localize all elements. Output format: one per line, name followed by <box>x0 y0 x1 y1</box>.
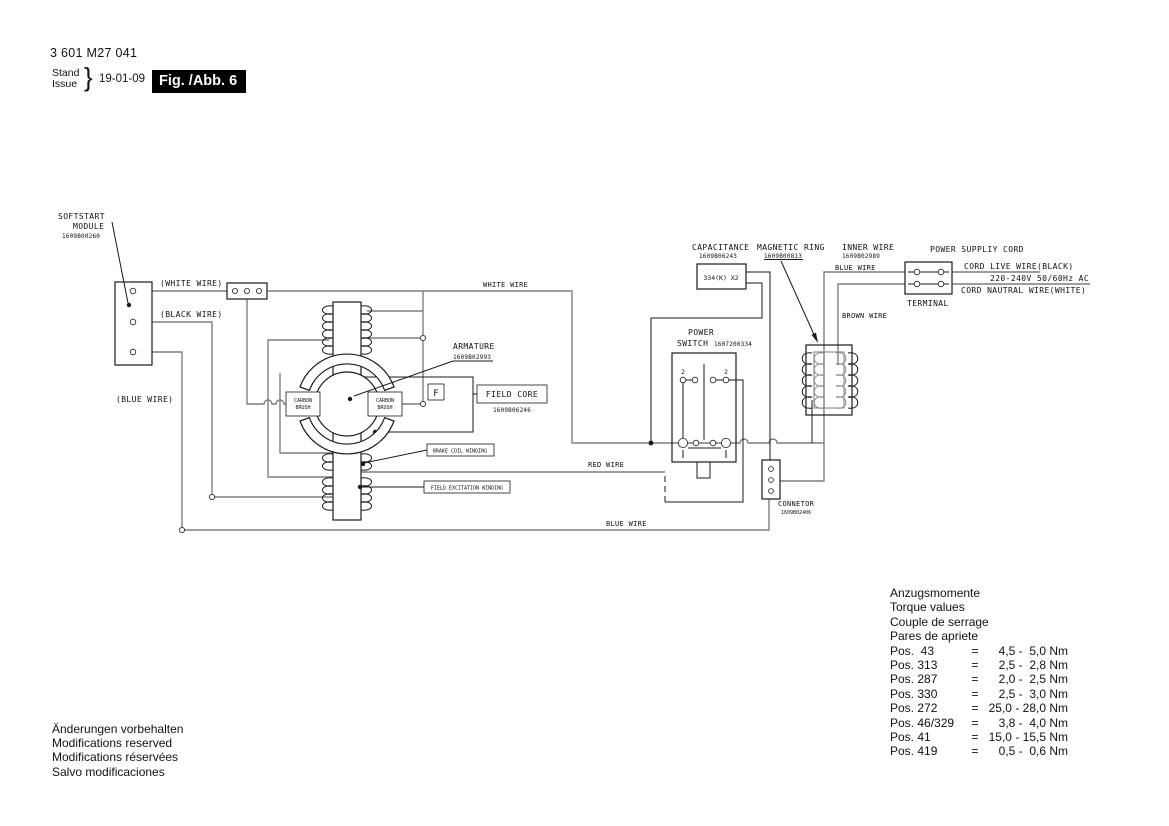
switch-contact <box>710 440 716 446</box>
torque-cell-eq: = <box>971 643 979 658</box>
carbon-brush-left <box>286 392 320 416</box>
connector-to-ring-path <box>780 415 824 481</box>
brake-coil-leader <box>364 450 427 463</box>
field-excitation-coil-right <box>361 478 372 510</box>
cord-voltage-label: 220-240V 50/60Hz AC <box>990 274 1090 283</box>
top-coil-right <box>361 306 372 354</box>
capacitor-to-switch-path <box>651 283 762 443</box>
power-switch-label-2: SWITCH <box>677 339 709 348</box>
torque-cell-pos: Pos. 330 <box>890 686 938 701</box>
modifications-line: Änderungen vorbehalten <box>52 722 184 736</box>
torque-row <box>890 687 1068 701</box>
torque-row <box>890 716 1068 730</box>
inline-connector-pin <box>244 288 249 293</box>
brace-glyph: } <box>84 62 93 92</box>
torque-title-line: Couple de serrage <box>890 614 989 629</box>
torque-table-rows <box>890 644 1068 759</box>
connector-pin <box>769 467 774 472</box>
issue-label: Issue <box>52 78 78 90</box>
inner-wire-part-number: 1609B02989 <box>842 253 881 260</box>
blue-wire-paren-label: (BLUE WIRE) <box>116 395 174 404</box>
armature-taps-right-path <box>367 291 423 404</box>
carbon-brush-right <box>368 392 402 416</box>
torque-cell-eq: = <box>971 658 979 673</box>
carbon-brush-right-label1: CARBON <box>375 398 395 404</box>
capacitor-to-connector-path <box>745 272 770 460</box>
modifications-line: Modifications reserved <box>52 736 173 751</box>
field-excitation-label: FIELD EXCITATION WINDING <box>430 485 504 492</box>
magnetic-ring-arrowhead <box>812 333 819 343</box>
torque-row <box>890 672 1068 686</box>
capacitance-label: CAPACITANCE <box>692 243 750 252</box>
white-wire-label: WHITE WIRE <box>483 281 529 289</box>
inline-connector <box>227 283 267 299</box>
switch-contact <box>680 377 686 383</box>
figure-label-badge: Fig. /Abb. 6 <box>152 70 246 93</box>
softstart-label-2: MODULE <box>73 222 105 231</box>
ring-coil-left-inner <box>814 353 824 409</box>
module-pin-white <box>130 288 136 294</box>
switch-pole-right-label: 2 <box>724 368 728 376</box>
torque-cell-val: 15,0 - 15,5 Nm <box>988 730 1068 745</box>
brown-wire-label: BROWN WIRE <box>842 312 888 320</box>
torque-row <box>890 744 1068 758</box>
softstart-dot <box>127 303 131 307</box>
terminal-label: TERMINAL <box>907 299 949 308</box>
carbon-brush-right-label2: BRUSH <box>377 405 393 411</box>
torque-title-line: Pares de apriete <box>890 629 979 644</box>
white-wire-paren-label: (WHITE WIRE) <box>160 279 223 288</box>
torque-values-table <box>890 586 1068 759</box>
terminal-box <box>905 262 952 294</box>
brush-feed-left-path <box>247 299 287 404</box>
module-pin-blue <box>130 349 136 355</box>
softstart-label-1: SOFTSTART <box>58 212 105 221</box>
torque-cell-pos: Pos. 313 <box>890 658 938 673</box>
torque-cell-val: 25,0 - 28,0 Nm <box>988 701 1068 716</box>
cord-neutral-wire-label: CORD NAUTRAL WIRE(WHITE) <box>961 286 1087 295</box>
ring-coil-right-outer <box>848 353 858 409</box>
ring-coil-left-outer <box>802 353 812 409</box>
switch-contact-main <box>721 438 730 447</box>
switch-internal-wiring <box>683 364 723 448</box>
switch-button-symbol <box>697 462 710 478</box>
document-part-number: 3 601 M27 041 <box>50 46 138 60</box>
node-circle <box>179 527 184 532</box>
torque-row <box>890 701 1068 715</box>
blue-wire-bottom-label: BLUE WIRE <box>606 520 647 528</box>
torque-row <box>890 644 1068 658</box>
armature-arrow-dot <box>348 397 352 401</box>
torque-cell-pos: Pos. 46/329 <box>890 715 955 730</box>
switch-pole-left-label: 2 <box>681 368 685 376</box>
modifications-line: Salvo modificaciones <box>52 764 165 779</box>
inline-connector-pin <box>232 288 237 293</box>
armature-label: ARMATURE <box>453 342 495 351</box>
torque-cell-pos: Pos. 43 <box>890 643 935 658</box>
torque-cell-eq: = <box>971 701 979 716</box>
torque-cell-val: 3,8 - 4,0 Nm <box>998 715 1068 730</box>
modifications-line: Modifications réservées <box>52 750 179 765</box>
node-circle <box>420 401 425 406</box>
torque-cell-val: 4,5 - 5,0 Nm <box>998 643 1068 658</box>
softstart-part-number: 1609B00260 <box>62 233 101 240</box>
magnetic-ring-label: MAGNETIC RING <box>757 243 825 252</box>
black-wire-paren-label: (BLACK WIRE) <box>160 310 223 319</box>
top-coil-left <box>323 306 334 354</box>
torque-title-line: Torque values <box>890 600 965 615</box>
torque-cell-pos: Pos. 287 <box>890 672 938 687</box>
torque-cell-val: 2,5 - 2,8 Nm <box>998 658 1068 673</box>
terminal-pin <box>938 269 944 275</box>
magnetic-ring-inner <box>814 352 844 408</box>
connector-3pin <box>762 460 815 516</box>
torque-cell-pos: Pos. 41 <box>890 730 931 745</box>
inner-wire-label: INNER WIRE <box>842 243 895 252</box>
torque-cell-eq: = <box>971 686 979 701</box>
armature-part-number: 1609B02993 <box>453 354 492 361</box>
power-switch <box>672 328 752 478</box>
torque-cell-eq: = <box>971 672 979 687</box>
torque-cell-val: 2,0 - 2,5 Nm <box>998 672 1068 687</box>
connector-pin <box>769 478 774 483</box>
magnetic-ring-leader <box>781 261 816 339</box>
torque-cell-eq: = <box>971 715 979 730</box>
torque-cell-val: 0,5 - 0,6 Nm <box>998 744 1068 759</box>
node-circle <box>420 335 425 340</box>
capacitor-value-label: 334(K) X2 <box>703 274 739 282</box>
field-core-label: FIELD CORE <box>485 390 539 399</box>
switch-contact <box>723 377 729 383</box>
power-supply-cord-label: POWER SUPPLIY CORD <box>930 245 1024 254</box>
switch-position-marks <box>683 450 726 458</box>
terminal-pin <box>914 269 920 275</box>
switch-contact-main <box>678 438 687 447</box>
torque-cell-pos: Pos. 272 <box>890 701 938 716</box>
red-wire-label: RED WIRE <box>588 461 625 469</box>
issue-date: 19-01-09 <box>99 73 146 85</box>
inline-connector-pin <box>256 288 261 293</box>
modifications-notice <box>52 722 183 779</box>
switch-contact <box>710 377 716 383</box>
torque-cell-eq: = <box>971 730 979 745</box>
terminal-pin <box>938 281 944 287</box>
torque-row <box>890 730 1068 744</box>
torque-title-line: Anzugsmomente <box>890 586 981 600</box>
switch-contact <box>692 377 698 383</box>
terminal-pin <box>914 281 920 287</box>
torque-cell-val: 2,5 - 3,0 Nm <box>998 686 1068 701</box>
white-wire-path <box>136 291 824 443</box>
node-circle <box>209 494 214 499</box>
power-switch-label-1: POWER <box>688 328 715 337</box>
torque-cell-eq: = <box>971 744 979 759</box>
carbon-brush-left-label2: BRUSH <box>295 405 311 411</box>
magnetic-ring <box>802 345 858 415</box>
cord-live-wire-label: CORD LIVE WIRE(BLACK) <box>964 262 1074 271</box>
power-switch-part-number: 1607200334 <box>714 341 753 348</box>
brake-coil-dot <box>361 462 365 466</box>
blue-wire-top-label: BLUE WIRE <box>835 264 876 272</box>
connector-part-number: 1609B02406 <box>781 510 812 516</box>
field-excitation-dot <box>358 485 362 489</box>
brake-coil-label: BRAKE COIL WINDING <box>432 448 488 455</box>
blue-wire-top-path <box>824 272 905 415</box>
connector-label: CONNETOR <box>778 500 815 508</box>
torque-cell-pos: Pos. 419 <box>890 744 938 759</box>
capacitance-part-number: 1609B06243 <box>699 253 738 260</box>
brake-coil-left <box>323 454 334 470</box>
module-pin-black <box>130 319 136 325</box>
junction-dot <box>649 441 654 446</box>
field-excitation-coil-left <box>323 478 334 510</box>
blue-wire-bottom-path <box>136 352 769 530</box>
carbon-brush-left-label1: CARBON <box>293 398 313 404</box>
torque-table-titles <box>890 586 1068 644</box>
field-core-part-number: 1609B06246 <box>492 407 532 414</box>
motor-assembly <box>179 302 477 533</box>
f-marker-label: F <box>433 389 439 399</box>
switch-contact <box>693 440 699 446</box>
torque-row <box>890 658 1068 672</box>
softstart-module <box>58 212 152 365</box>
terminal-block <box>905 262 952 308</box>
magnetic-ring-part-number: 1609B00813 <box>764 253 803 260</box>
stand-label: Stand <box>52 67 80 79</box>
connector-pin <box>769 489 774 494</box>
